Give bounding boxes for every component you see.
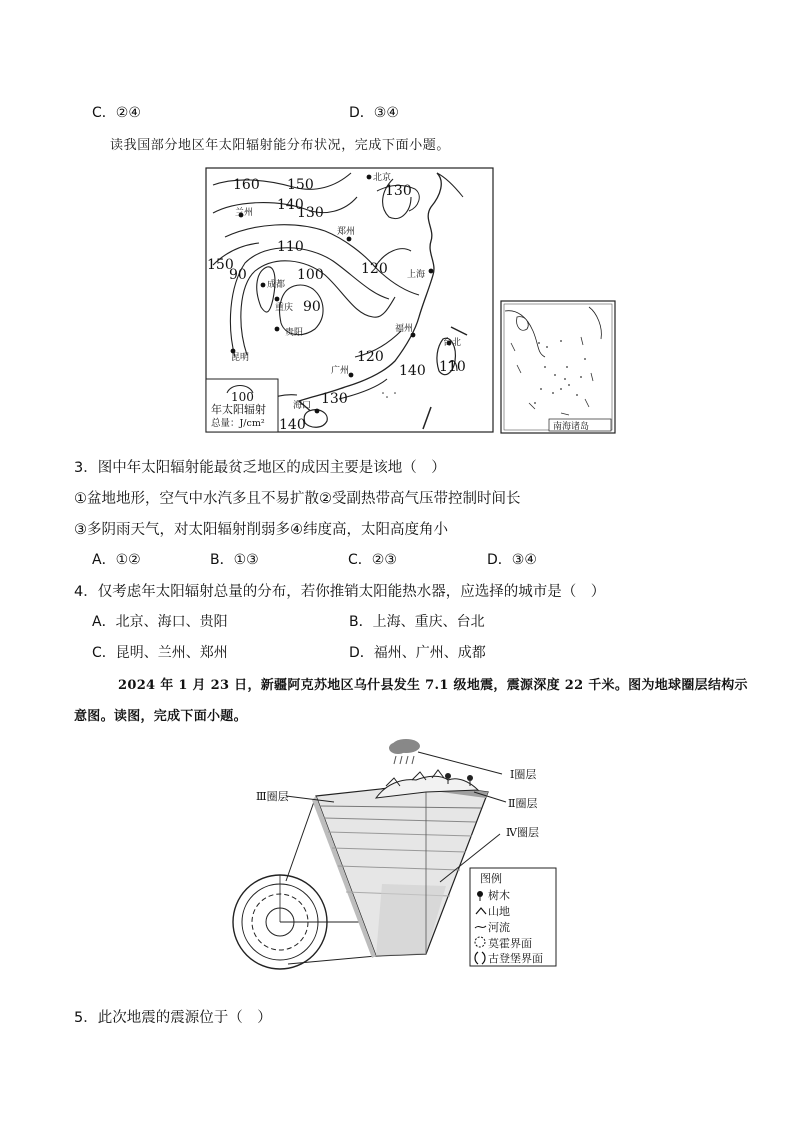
contour-label: 140	[399, 363, 426, 379]
city-label-kunming: 昆明	[231, 353, 250, 363]
q3-statement-line1: ①盆地地形，空气中水汽多且不易扩散②受副热带高气压带控制时间长	[74, 491, 521, 507]
contour-label: 110	[439, 359, 466, 375]
earth-layers-diagram	[226, 736, 566, 994]
q4-option-a[interactable]: A．北京、海口、贵阳	[92, 614, 228, 630]
contour-label: 130	[321, 391, 348, 407]
city-label-guangzhou: 广州	[331, 366, 350, 376]
q3-option-a[interactable]: A．①②	[92, 552, 141, 568]
legend-item-gutenberg: 古登堡界面	[488, 952, 543, 965]
rain-cloud-icon	[389, 739, 420, 764]
layer-label-4: Ⅳ圈层	[506, 826, 539, 839]
q4-option-c[interactable]: C．昆明、兰州、郑州	[92, 645, 228, 661]
q3-option-d[interactable]: D．③④	[487, 552, 537, 568]
legend-item-moho: 莫霍界面	[488, 937, 532, 950]
south-china-sea-inset	[501, 301, 615, 433]
q4-option-d[interactable]: D．福州、广州、成都	[349, 645, 486, 661]
diagram-legend	[470, 868, 556, 966]
contour-label: 120	[357, 349, 384, 365]
city-label-fuzhou: 福州	[395, 324, 414, 334]
q3-statement-line2: ③多阴雨天气，对太阳辐射削弱多④纬度高，太阳高度角小	[74, 522, 448, 538]
contour-label: 110	[277, 239, 304, 255]
quake-intro-line1: 2024 年 1 月 23 日，新疆阿克苏地区乌什县发生 7.1 级地震，震源深度 22 千米。图为地球圈层结构示	[118, 678, 748, 693]
city-label-taipei: 台北	[443, 338, 462, 348]
city-label-haikou: 海口	[293, 401, 312, 411]
legend-isoline-label: 100	[231, 390, 254, 404]
inset-label: 南海诸岛	[553, 422, 590, 432]
layer-label-3: Ⅲ圈层	[256, 790, 289, 803]
diagram-legend-title: 图例	[480, 872, 502, 885]
quake-intro-line2: 意图。读图，完成下面小题。	[74, 709, 247, 724]
city-label-lanzhou: 兰州	[235, 208, 254, 218]
q3-stem: 3．图中年太阳辐射能最贫乏地区的成因主要是该地（ ）	[74, 460, 446, 476]
contour-label: 90	[229, 267, 247, 283]
contour-label: 160	[233, 177, 260, 193]
layer-label-2: Ⅱ圈层	[508, 797, 538, 810]
map-question-intro: 读我国部分地区年太阳辐射能分布状况，完成下面小题。	[110, 138, 451, 153]
legend-item-tree: 树木	[488, 889, 510, 902]
q5-stem: 5．此次地震的震源位于（ ）	[74, 1010, 272, 1026]
q3-option-c[interactable]: C．②③	[348, 552, 397, 568]
map-legend-title: 年太阳辐射	[211, 403, 266, 416]
legend-item-mountain: 山地	[488, 905, 510, 918]
tree-icon	[477, 891, 483, 897]
city-label-guiyang: 贵阳	[285, 328, 304, 338]
city-label-shanghai: 上海	[407, 270, 426, 280]
city-label-chongqing: 重庆	[275, 303, 294, 313]
earth-wedge	[312, 770, 488, 958]
contour-label: 120	[361, 261, 388, 277]
contour-label: 150	[287, 177, 314, 193]
contour-label: 130	[297, 205, 324, 221]
q2-option-c[interactable]: C．②④	[92, 105, 141, 121]
city-label-chengdu: 成都	[267, 280, 286, 290]
contour-label: 140	[277, 197, 304, 213]
q4-option-b[interactable]: B．上海、重庆、台北	[349, 614, 485, 630]
contour-label: 90	[303, 299, 321, 315]
q2-option-d[interactable]: D．③④	[349, 105, 399, 121]
contour-label: 150	[207, 257, 234, 273]
city-label-zhengzhou: 郑州	[337, 227, 356, 237]
q3-option-b[interactable]: B．①③	[210, 552, 259, 568]
map-legend-unit: 总量：J/cm²	[211, 418, 265, 429]
layer-label-1: Ⅰ圈层	[510, 768, 537, 781]
city-label-beijing: 北京	[373, 173, 392, 183]
contour-label: 100	[297, 267, 324, 283]
q4-stem: 4．仅考虑年太阳辐射总量的分布，若你推销太阳能热水器，应选择的城市是（ ）	[74, 584, 606, 600]
contour-label: 140	[279, 417, 306, 433]
legend-item-river: 河流	[488, 921, 510, 934]
solar-radiation-map	[205, 167, 617, 435]
contour-label: 130	[385, 183, 412, 199]
